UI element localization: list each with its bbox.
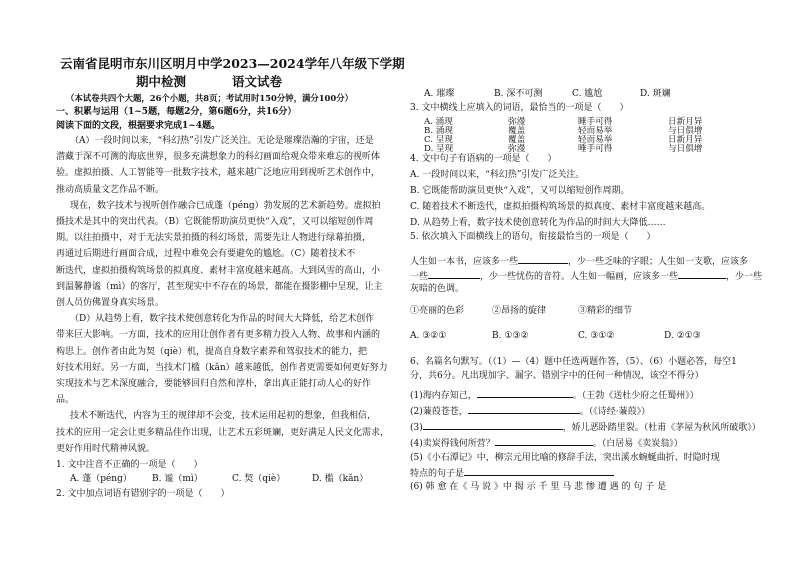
q1-option-d: D. 槛（kǎn） bbox=[312, 474, 369, 484]
q5-text-line-2: 一些 ，少一些忧伤的音符。人生如一幅画，应该多一些 ，少一些 bbox=[410, 269, 762, 283]
q6-item-1: (1)海内存知己， 。（王勃《送杜少府之任蜀州》） bbox=[410, 388, 699, 402]
q6-item-5-cont: 特点的句子是 bbox=[410, 466, 614, 480]
passage-line: （D）从趋势上看，数字技术使创意转化为作品的时间大大降低，给艺术创作 bbox=[70, 314, 375, 325]
section-heading: 一、积累与运用（1~5题，每题2分，第6题6分，共16分） bbox=[56, 107, 297, 117]
passage-line: 潜藏于深不可测的海底世界，很多充满想象力的科幻画面给观众带来难忘的视听体 bbox=[56, 152, 381, 163]
q3-cell: 轻而易举 bbox=[578, 135, 613, 145]
passage-line: 断迭代，虚拟拍摄构筑场景的拟真度、素材丰富度越来越高。大到风雪的高山，小 bbox=[56, 265, 381, 276]
q4-option-b: B. 它既能帮助演员更快“入戏”，又可以缩短创作周期。 bbox=[410, 186, 630, 196]
q2-option-d: D. 斑斓 bbox=[640, 89, 671, 99]
q3-cell: C. 呈现 bbox=[424, 135, 453, 145]
q3-cell: 唾手可得 bbox=[578, 144, 613, 154]
passage-line: 实现技术与艺术深度融合，要能够回归自然和淳朴，拿出真正能打动人心的好作 bbox=[56, 379, 372, 389]
q6-item-3: (3) ，娇儿恶卧踏里裂。（杜甫《茅屋为秋风所破歌》） bbox=[410, 420, 761, 434]
q5-option-c: C. ③①② bbox=[578, 331, 615, 341]
q4-option-d: D. 从趋势上看，数字技术使创意转化为作品的时间大大降低…… bbox=[410, 218, 666, 228]
q5-item-1: ①亮丽的色彩 bbox=[410, 306, 465, 316]
q3-cell: B. 涌现 bbox=[424, 126, 453, 136]
q3-cell: 弥漫 bbox=[508, 144, 526, 154]
passage-line: 到温馨静谧（mì）的客厅，甚至现实中不存在的场景，都能在摄影棚中呈现，让主 bbox=[56, 281, 383, 292]
q6-item-6: (6) 韩 愈 在《 马 说 》中 揭 示 千 里 马 悲 惨 遭 遇 的 句 子 是 bbox=[410, 482, 667, 492]
q2-option-a: A. 璀璨 bbox=[424, 89, 455, 99]
passage-line: 验。虚拟拍摄、人工智能等一批数字技术，越来越广泛地应用到视听艺术创作中， bbox=[56, 168, 381, 179]
q3-cell: 轻而易举 bbox=[578, 126, 613, 136]
q1-option-b: B. 谧（mì） bbox=[152, 474, 203, 484]
passage-line: 创人员仿佛置身真实场景。 bbox=[56, 298, 165, 308]
q5-text-line-3: 灰暗的色调。 bbox=[410, 284, 465, 294]
q2-option-b: B. 深不可测 bbox=[494, 89, 543, 99]
passage-line: 现在，数字技术与视听创作融合已成蓬（péng）勃发展的艺术新趋势。虚拟拍 bbox=[70, 200, 381, 211]
passage-line: 好技术用好。另一方面，当技术门槛（kǎn）越来越低，创作者更需要如何更好努力 bbox=[56, 362, 388, 373]
q3-cell: 日新月异 bbox=[668, 117, 703, 127]
q1-option-a: A. 蓬（péng） bbox=[70, 474, 132, 484]
q5-item-2: ②昂扬的旋律 bbox=[492, 306, 547, 316]
q6-item-4: (4)卖炭得钱何所营？ 。（白居易《卖炭翁》） bbox=[410, 436, 683, 450]
question-1: 1. 文中注音不正确的一项是（ ） bbox=[56, 460, 203, 470]
q3-cell: 与日俱增 bbox=[668, 144, 703, 154]
q3-cell: 与日俱增 bbox=[668, 126, 703, 136]
q4-option-c: C. 随着技术不断迭代，虚拟拍摄构筑场景的拟真度、素材丰富度越来越高。 bbox=[410, 202, 711, 212]
q3-cell: 弥漫 bbox=[508, 117, 526, 127]
blank[interactable] bbox=[477, 388, 573, 398]
passage-line: （A）一段时间以来，“科幻热”引发广泛关注。无论是璀璨浩瀚的宇宙，还是 bbox=[70, 136, 374, 146]
q5-text-line-1: 人生如一本书，应该多一些 ，少一些乏味的字眼；人生如一支歌，应该多 bbox=[410, 254, 748, 268]
passage-line: 摄技术是其中的突出代表。（B）它既能帮助演员更快“入戏”，又可以缩短创作周 bbox=[56, 217, 374, 227]
question-4: 4. 文中句子有语病的一项是（ ） bbox=[410, 154, 557, 164]
passage-line: 推动高质量文艺作品不断。 bbox=[56, 184, 165, 195]
blank[interactable] bbox=[468, 404, 580, 414]
q5-option-b: B. ①③② bbox=[492, 331, 529, 341]
question-6: 6、名篇名句默写。（（1）—（4）题中任选两题作答，（5）、（6）小题必答，每空1 bbox=[410, 357, 737, 367]
q3-cell: 覆盖 bbox=[508, 126, 526, 136]
q5-option-d: D. ②①③ bbox=[664, 331, 701, 341]
q3-cell: 睡手可得 bbox=[578, 117, 613, 127]
exam-title: 云南省昆明市东川区明月中学2023—2024学年八年级下学期 bbox=[60, 56, 405, 71]
q6-item-5: (5)《小石潭记》中，柳宗元用比喻的修辞手法，突出溪水蜿蜒曲折、时隐时现 bbox=[410, 453, 720, 463]
exam-subtitle-2: 语文试卷 bbox=[232, 74, 283, 89]
passage-line: 更好作用时代精神风貌。 bbox=[56, 443, 156, 454]
passage-line: 品。 bbox=[56, 395, 75, 406]
q5-item-3: ③精彩的细节 bbox=[578, 306, 633, 316]
exam-subtitle-1: 期中检测 bbox=[136, 74, 187, 89]
q3-cell: 日新月异 bbox=[668, 135, 703, 145]
q1-option-c: C. 契（qiè） bbox=[232, 474, 286, 484]
q3-cell: A. 涌现 bbox=[424, 117, 453, 127]
passage-line: 再通过后期进行画面合成，过程中难免会有要避免的尴尬。（C）随着技术不 bbox=[56, 249, 356, 260]
q3-cell: D. 呈现 bbox=[424, 144, 454, 154]
exam-note: （本试卷共四个大题，26个小题，共8页；考试用时150分钟，满分100分） bbox=[66, 93, 353, 103]
question-2: 2. 文中加点词语有错别字的一项是（ ） bbox=[56, 489, 230, 499]
left-column bbox=[56, 0, 405, 561]
q3-cell: 覆盖 bbox=[508, 135, 526, 145]
q6-item-2: (2)蒹葭苍苍， 。（《诗经·蒹葭》） bbox=[410, 404, 650, 418]
q2-option-c: C. 尴尬 bbox=[572, 89, 603, 99]
blank[interactable] bbox=[495, 436, 593, 446]
passage-line: 带来巨大影响。一方面，技术的应用让创作者有更多精力投入人物、故事和内涵的 bbox=[56, 330, 381, 341]
blank[interactable] bbox=[518, 254, 568, 264]
question-5: 5. 依次填入下面横线上的语句，衔接最恰当的一项是（ ） bbox=[410, 232, 656, 242]
blank[interactable] bbox=[678, 269, 726, 279]
right-column bbox=[410, 0, 763, 561]
q4-option-a: A. 一段时间以来，“科幻热”引发广泛关注。 bbox=[410, 170, 585, 180]
passage-line: 技术的应用一定会让更多精品佳作出现，让艺术五彩斑斓，更好满足人民文化需求， bbox=[56, 427, 390, 438]
passage-line: 期。以往拍摄中，对于无法实景拍摄的科幻场景，需要先让人物进行绿幕拍摄， bbox=[56, 233, 372, 244]
passage-line: 构思上。创作者由此为契（qiè）机，提高自身数字素养和驾驭技术的能力，把 bbox=[56, 346, 367, 357]
q5-option-a: A. ③②① bbox=[410, 331, 447, 341]
question-6-rules: 分，共6分。凡出现加字、漏字、错别字中的任何一种情况，该空不得分） bbox=[410, 371, 704, 381]
passage-line: 技术不断迭代，内容为王的规律却不会变，技术运用起初的想象，但我相信， bbox=[70, 411, 377, 422]
blank[interactable] bbox=[428, 269, 480, 279]
blank[interactable] bbox=[464, 466, 614, 476]
reading-instruction: 阅读下面的文段，根据要求完成1~4题。 bbox=[56, 121, 221, 131]
blank[interactable] bbox=[423, 420, 563, 430]
question-3: 3. 文中横线上应填入的词语，最恰当的一项是（ ） bbox=[410, 103, 629, 113]
